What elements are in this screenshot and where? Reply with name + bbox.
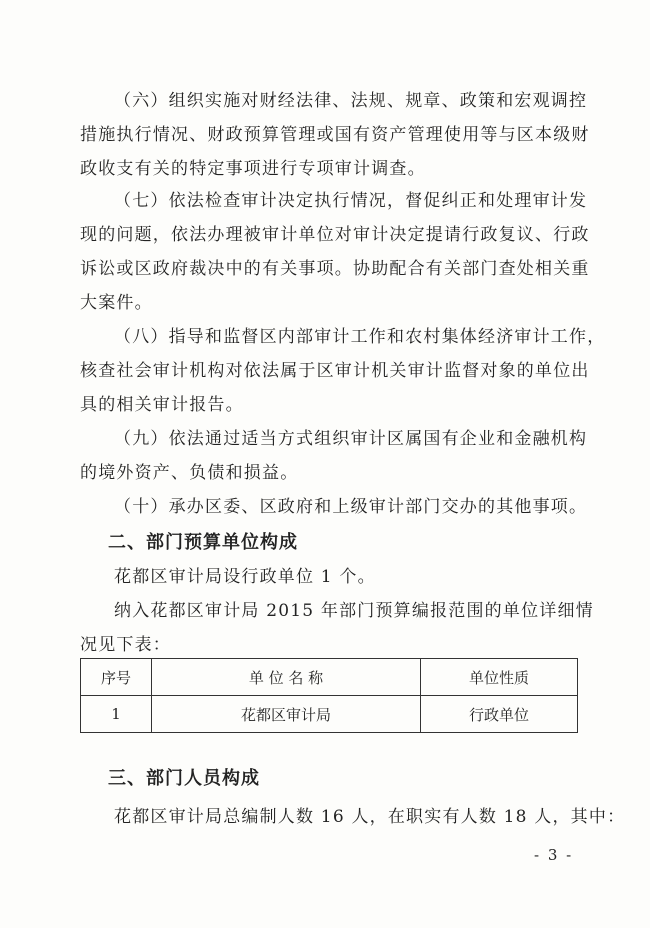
- text-line: （九）依法通过适当方式组织审计区属国有企业和金融机构: [114, 429, 588, 449]
- page-number: - 3 -: [534, 846, 574, 864]
- table-header-cell: 单 位 名 称: [152, 659, 421, 696]
- table-cell: 行政单位: [421, 696, 578, 733]
- text-line: （十）承办区委、区政府和上级审计部门交办的其他事项。: [114, 497, 588, 517]
- text-line: 核查社会审计机构对依法属于区审计机关审计监督对象的单位出: [80, 361, 590, 381]
- text-line: （六）组织实施对财经法律、法规、规章、政策和宏观调控: [114, 91, 588, 111]
- budget-unit-table: [80, 658, 578, 733]
- text-line: 纳入花都区审计局 2015 年部门预算编报范围的单位详细情: [114, 601, 594, 621]
- text-line: 具的相关审计报告。: [80, 395, 244, 415]
- text-line: 花都区审计局设行政单位 1 个。: [114, 567, 376, 587]
- text-line: 诉讼或区政府裁决中的有关事项。协助配合有关部门查处相关重: [80, 259, 590, 279]
- paragraph-item-6: [80, 84, 590, 186]
- paragraph-item-10: [80, 490, 588, 524]
- section-heading-3: 三、部门人员构成: [108, 768, 260, 789]
- section-3-body: [80, 800, 626, 834]
- text-line: 措施执行情况、财政预算管理或国有资产管理使用等与区本级财: [80, 125, 590, 145]
- text-line: （八）指导和监督区内部审计工作和农村集体经济审计工作，: [114, 327, 606, 347]
- text-line: 现的问题，依法办理被审计单位对审计决定提请行政复议、行政: [80, 225, 590, 245]
- paragraph-item-8: [80, 320, 606, 422]
- text-line: 况见下表：: [80, 635, 171, 655]
- table-header-row: [81, 659, 578, 696]
- section-2-body: [80, 560, 594, 662]
- paragraph-item-7: [80, 184, 590, 320]
- table-cell: 花都区审计局: [152, 696, 421, 733]
- text-line: （七）依法检查审计决定执行情况，督促纠正和处理审计发: [114, 191, 588, 211]
- text-line: 的境外资产、负债和损益。: [80, 463, 299, 483]
- text-line: 花都区审计局总编制人数 16 人，在职实有人数 18 人，其中：: [114, 807, 626, 827]
- section-heading-2: 二、部门预算单位构成: [108, 532, 298, 553]
- table-header-cell: 单位性质: [421, 659, 578, 696]
- table-header-cell: 序号: [81, 659, 152, 696]
- paragraph-item-9: [80, 422, 588, 490]
- table-row: [81, 696, 578, 733]
- text-line: 大案件。: [80, 293, 153, 313]
- text-line: 政收支有关的特定事项进行专项审计调查。: [80, 159, 426, 179]
- table-cell: 1: [81, 696, 152, 733]
